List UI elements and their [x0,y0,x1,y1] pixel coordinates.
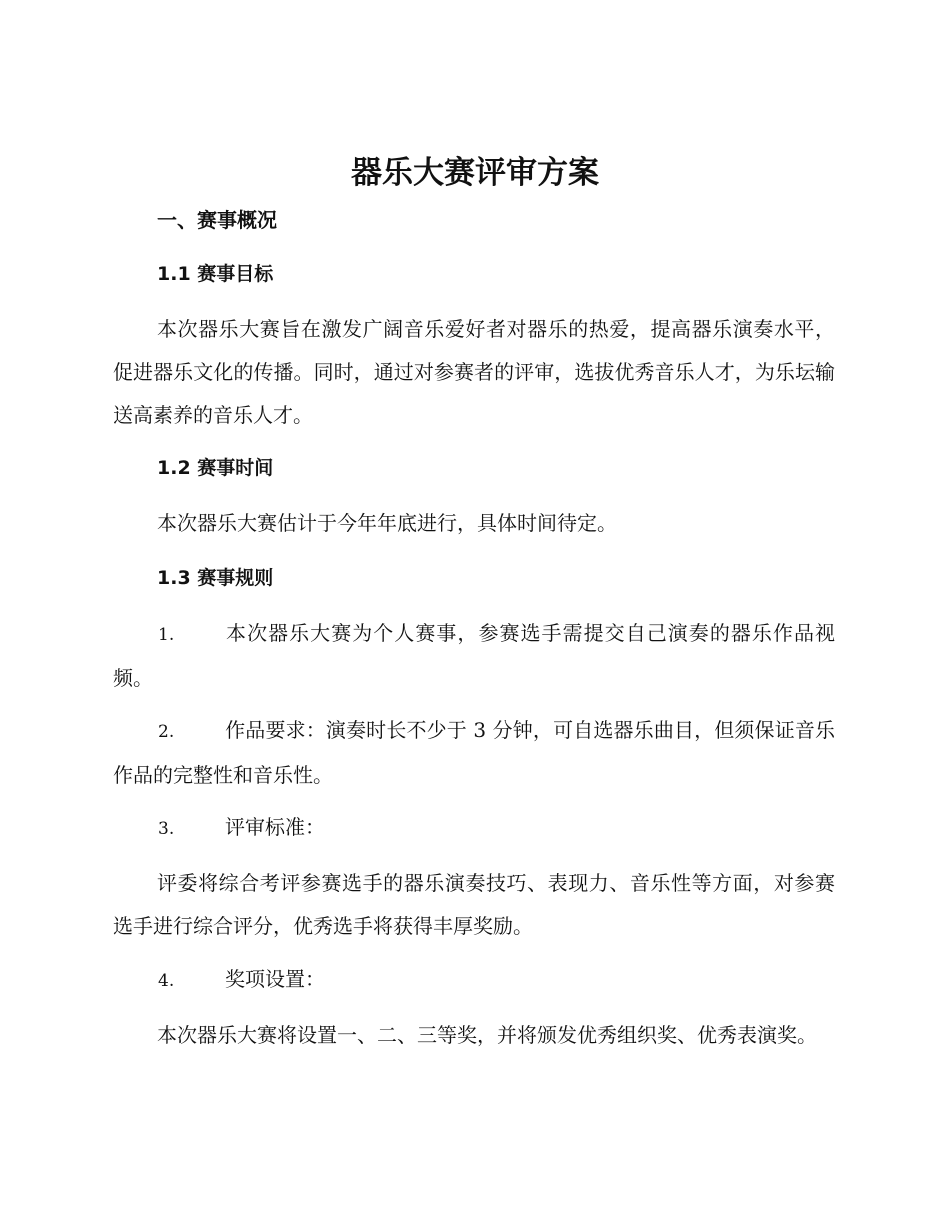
list-item-number: 4. [158,971,175,991]
list-item-number: 2. [158,722,175,742]
list-item-number: 1. [158,625,175,645]
document-title: 器乐大赛评审方案 [351,155,599,191]
subsection-heading-goal: 1.1 赛事目标 [157,263,274,285]
list-item [113,612,835,700]
list-item-text: 本次器乐大赛为个人赛事，参赛选手需提交自己演奏的器乐作品视频。 [113,621,835,690]
paragraph-time: 本次器乐大赛估计于今年年底进行，具体时间待定。 [157,511,617,535]
paragraph-awards: 本次器乐大赛将设置一、二、三等奖，并将颁发优秀组织奖、优秀表演奖。 [157,1023,817,1047]
paragraph-criteria: 评委将综合考评参赛选手的器乐演奏技巧、表现力、音乐性等方面，对参赛选手进行综合评分，优秀选手将获得丰厚奖励。 [113,871,835,938]
list-item-text: 奖项设置： [225,967,325,991]
list-item-number: 3. [158,819,175,839]
paragraph-goal: 本次器乐大赛旨在激发广阔音乐爱好者对器乐的热爱，提高器乐演奏水平，促进器乐文化的传播。同时，通过对参赛者的评审，选拔优秀音乐人才，为乐坛输送高素养的音乐人才。 [113,317,835,427]
list-item [113,709,835,797]
section-heading-overview: 一、赛事概况 [157,208,277,232]
list-item [113,958,835,1003]
subsection-heading-time: 1.2 赛事时间 [157,457,274,479]
subsection-heading-rules: 1.3 赛事规则 [157,567,274,589]
list-item [113,806,835,851]
list-item-text: 作品要求：演奏时长不少于 3 分钟，可自选器乐曲目，但须保证音乐作品的完整性和音乐性。 [113,718,835,787]
list-item-text: 评审标准： [225,815,325,839]
